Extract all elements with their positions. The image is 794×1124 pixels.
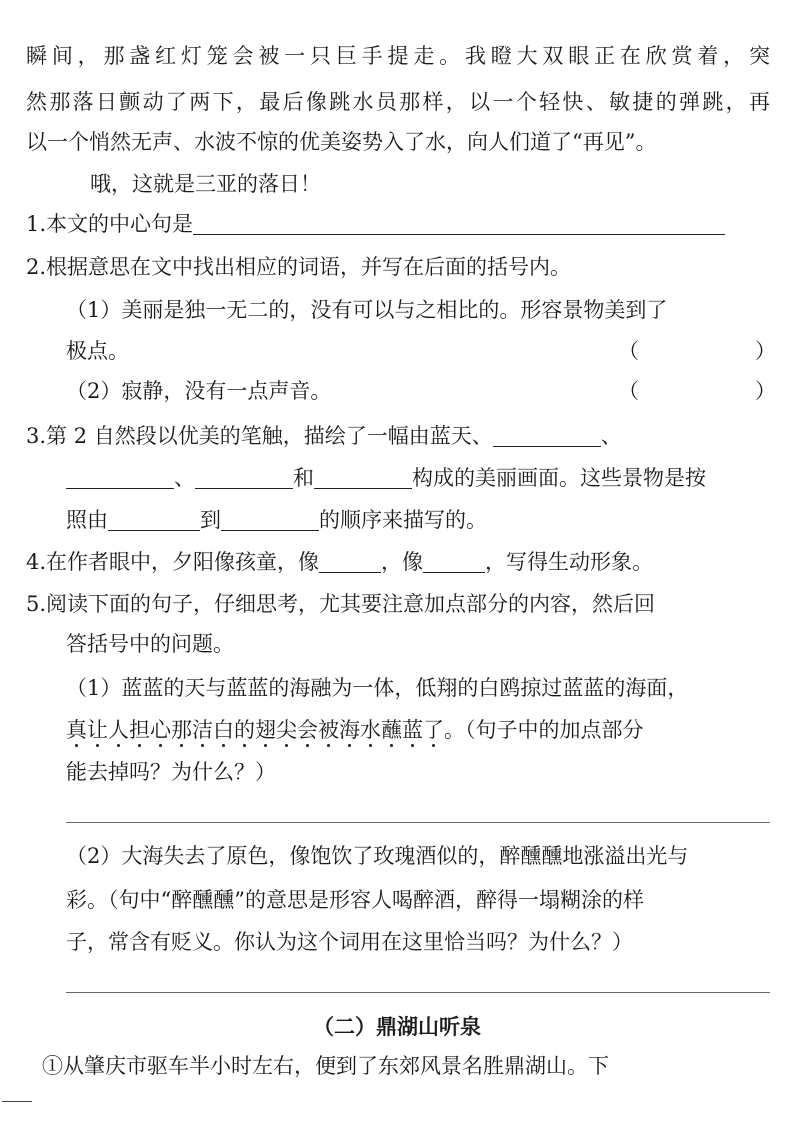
emphasis-dot bbox=[243, 744, 246, 747]
emphasis-dot bbox=[96, 744, 99, 747]
answer-line[interactable] bbox=[66, 822, 770, 823]
question-2-item-1: （1）美丽是独一无二的，没有可以与之相比的。形容景物美到了 bbox=[66, 298, 668, 322]
emphasis-dot bbox=[75, 744, 78, 747]
question-5-item-2-cont: 彩。（句中“醉醺醺”的意思是形容人喝醉酒，醉得一塌糊涂的样 bbox=[66, 888, 644, 912]
emphasis-dot bbox=[201, 744, 204, 747]
answer-blank[interactable] bbox=[319, 550, 381, 573]
emphasis-dot bbox=[264, 744, 267, 747]
question-3: 3.第 2 自然段以优美的笔触，描绘了一幅由蓝天、 、 bbox=[26, 424, 622, 448]
emphasis-dot bbox=[138, 744, 141, 747]
emphasis-dot bbox=[411, 744, 414, 747]
answer-blank[interactable] bbox=[195, 466, 293, 489]
answer-blank[interactable] bbox=[423, 550, 485, 573]
question-5-item-1-cont: 能去掉吗？为什么？） bbox=[66, 760, 276, 784]
answer-blank[interactable] bbox=[221, 508, 319, 531]
emphasis-dot bbox=[222, 744, 225, 747]
emphasis-dot bbox=[159, 744, 162, 747]
question-2-item-2: （2）寂静，没有一点声音。 bbox=[66, 379, 332, 403]
emphasis-dot bbox=[117, 744, 120, 747]
emphasized-text: 真让人担心那洁白的翅尖会被海水蘸蓝了 bbox=[66, 718, 444, 742]
section-heading: （二）鼎湖山听泉 bbox=[313, 1015, 481, 1039]
question-5-item-1: （1）蓝蓝的天与蓝蓝的海融为一体，低翔的白鸥掠过蓝蓝的海面， bbox=[66, 676, 689, 700]
emphasis-dot bbox=[180, 744, 183, 747]
question-5: 5.阅读下面的句子，仔细思考，尤其要注意加点部分的内容，然后回 bbox=[26, 592, 656, 616]
question-5-item-2: （2）大海失去了原色，像饱饮了玫瑰酒似的，醉醺醺地涨溢出光与 bbox=[66, 844, 689, 868]
emphasis-dot bbox=[327, 744, 330, 747]
question-2: 2.根据意思在文中找出相应的词语，并写在后面的括号内。 bbox=[26, 255, 572, 279]
passage-closing-line: 哦，这就是三亚的落日！ bbox=[90, 172, 321, 196]
question-4: 4.在作者眼中，夕阳像孩童，像 ，像 ，写得生动形象。 bbox=[26, 550, 654, 574]
question-5-item-1-cont: 真让人担心那洁白的翅尖会被海水蘸蓝了。（句子中的加点部分 bbox=[66, 718, 644, 742]
passage-line: 以一个悄然无声、水波不惊的优美姿势入了水，向人们道了“再见”。 bbox=[26, 130, 657, 154]
question-3-cont: 、 和 构成的美丽画面。这些景物是按 bbox=[66, 464, 706, 492]
answer-paren-open[interactable]: （ bbox=[618, 379, 639, 403]
answer-paren-close[interactable]: ） bbox=[755, 379, 776, 403]
question-5-cont: 答括号中的问题。 bbox=[66, 632, 234, 656]
question-1 bbox=[26, 210, 725, 238]
question-2-item-1-cont: 极点。 bbox=[66, 339, 129, 363]
question-5-item-2-cont: 子，常含有贬义。你认为这个词用在这里恰当吗？为什么？） bbox=[66, 930, 633, 954]
answer-blank[interactable] bbox=[193, 212, 725, 235]
answer-paren-close[interactable]: ） bbox=[755, 339, 776, 363]
emphasis-dot bbox=[285, 744, 288, 747]
answer-blank[interactable] bbox=[66, 466, 174, 489]
question-1-text: 1.本文的中心句是 bbox=[26, 212, 194, 236]
answer-paren-open[interactable]: （ bbox=[618, 339, 639, 363]
emphasis-dot bbox=[369, 744, 372, 747]
emphasis-dot bbox=[348, 744, 351, 747]
emphasis-dot bbox=[432, 744, 435, 747]
passage-line: ①从肇庆市驱车半小时左右，便到了东郊风景名胜鼎湖山。下 bbox=[42, 1054, 609, 1078]
question-3-cont: 照由 到 的顺序来描写的。 bbox=[66, 508, 487, 532]
answer-blank[interactable] bbox=[108, 508, 200, 531]
passage-line: 然那落日颤动了两下，最后像跳水员那样，以一个轻快、敏捷的弹跳，再 bbox=[26, 90, 770, 114]
passage-line: 瞬间，那盏红灯笼会被一只巨手提走。我瞪大双眼正在欣赏着，突 bbox=[26, 44, 770, 68]
answer-blank[interactable] bbox=[493, 424, 601, 447]
answer-blank[interactable] bbox=[314, 466, 412, 489]
emphasis-dot bbox=[390, 744, 393, 747]
answer-line[interactable] bbox=[66, 992, 770, 993]
page-mark bbox=[2, 1101, 32, 1102]
emphasis-dot bbox=[306, 744, 309, 747]
